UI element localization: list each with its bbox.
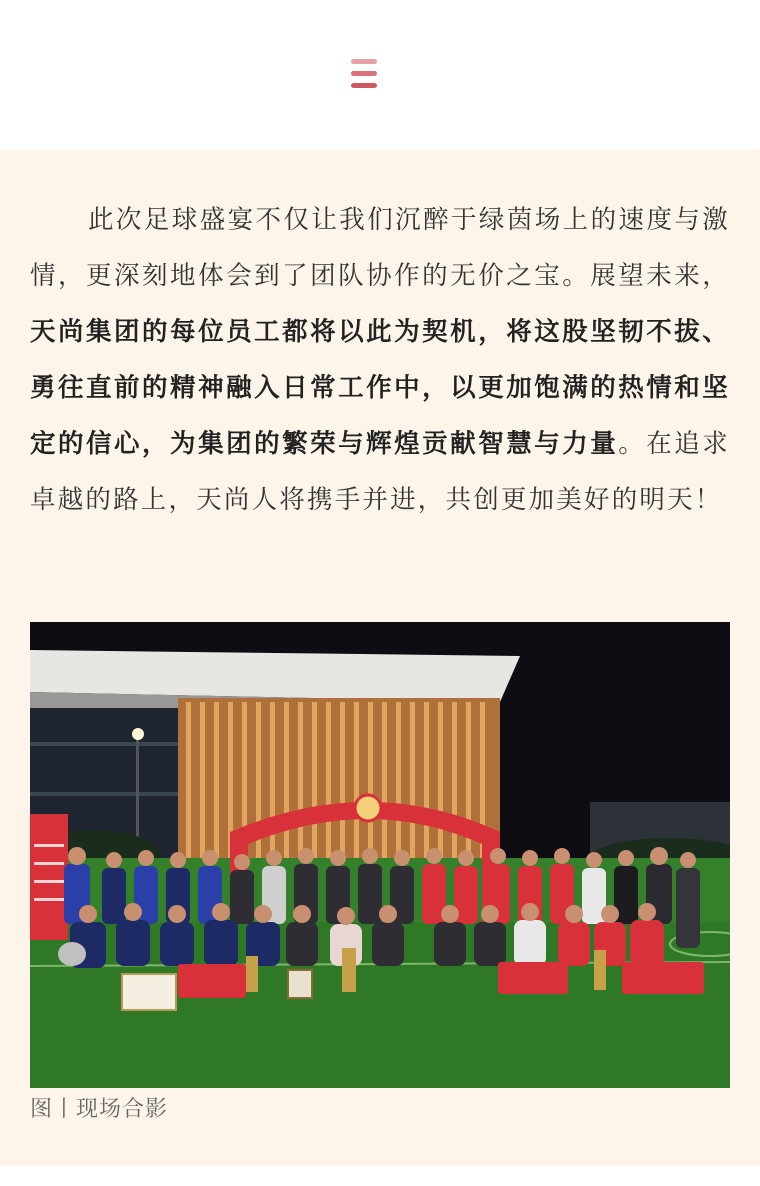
article-text-1: 此次足球盛宴不仅让我们沉醉于绿茵场上的速度与激情，更深刻地体会到了团队协作的无价之宝。展望未来，	[30, 205, 730, 291]
photo-caption: 图丨现场合影	[30, 1097, 169, 1122]
group-photo-illustration	[30, 622, 730, 1088]
article-text-bold: 天尚集团的每位员工都将以此为契机，将这股坚韧不拔、勇往直前的精神融入日常工作中，以更加饱满的热情和坚定的信心，为集团的繁荣与辉煌贡献智慧与力量	[30, 317, 730, 459]
group-photo	[30, 622, 730, 1088]
article-paragraph	[30, 192, 730, 528]
article-section	[0, 150, 760, 1166]
menu-icon[interactable]	[351, 59, 377, 91]
footer-spacer	[0, 1166, 760, 1186]
header-bar	[0, 0, 760, 150]
article-text-2: 。在追求卓越的路上，天尚人将携手并进，共创更加美好的明天！	[30, 429, 730, 515]
